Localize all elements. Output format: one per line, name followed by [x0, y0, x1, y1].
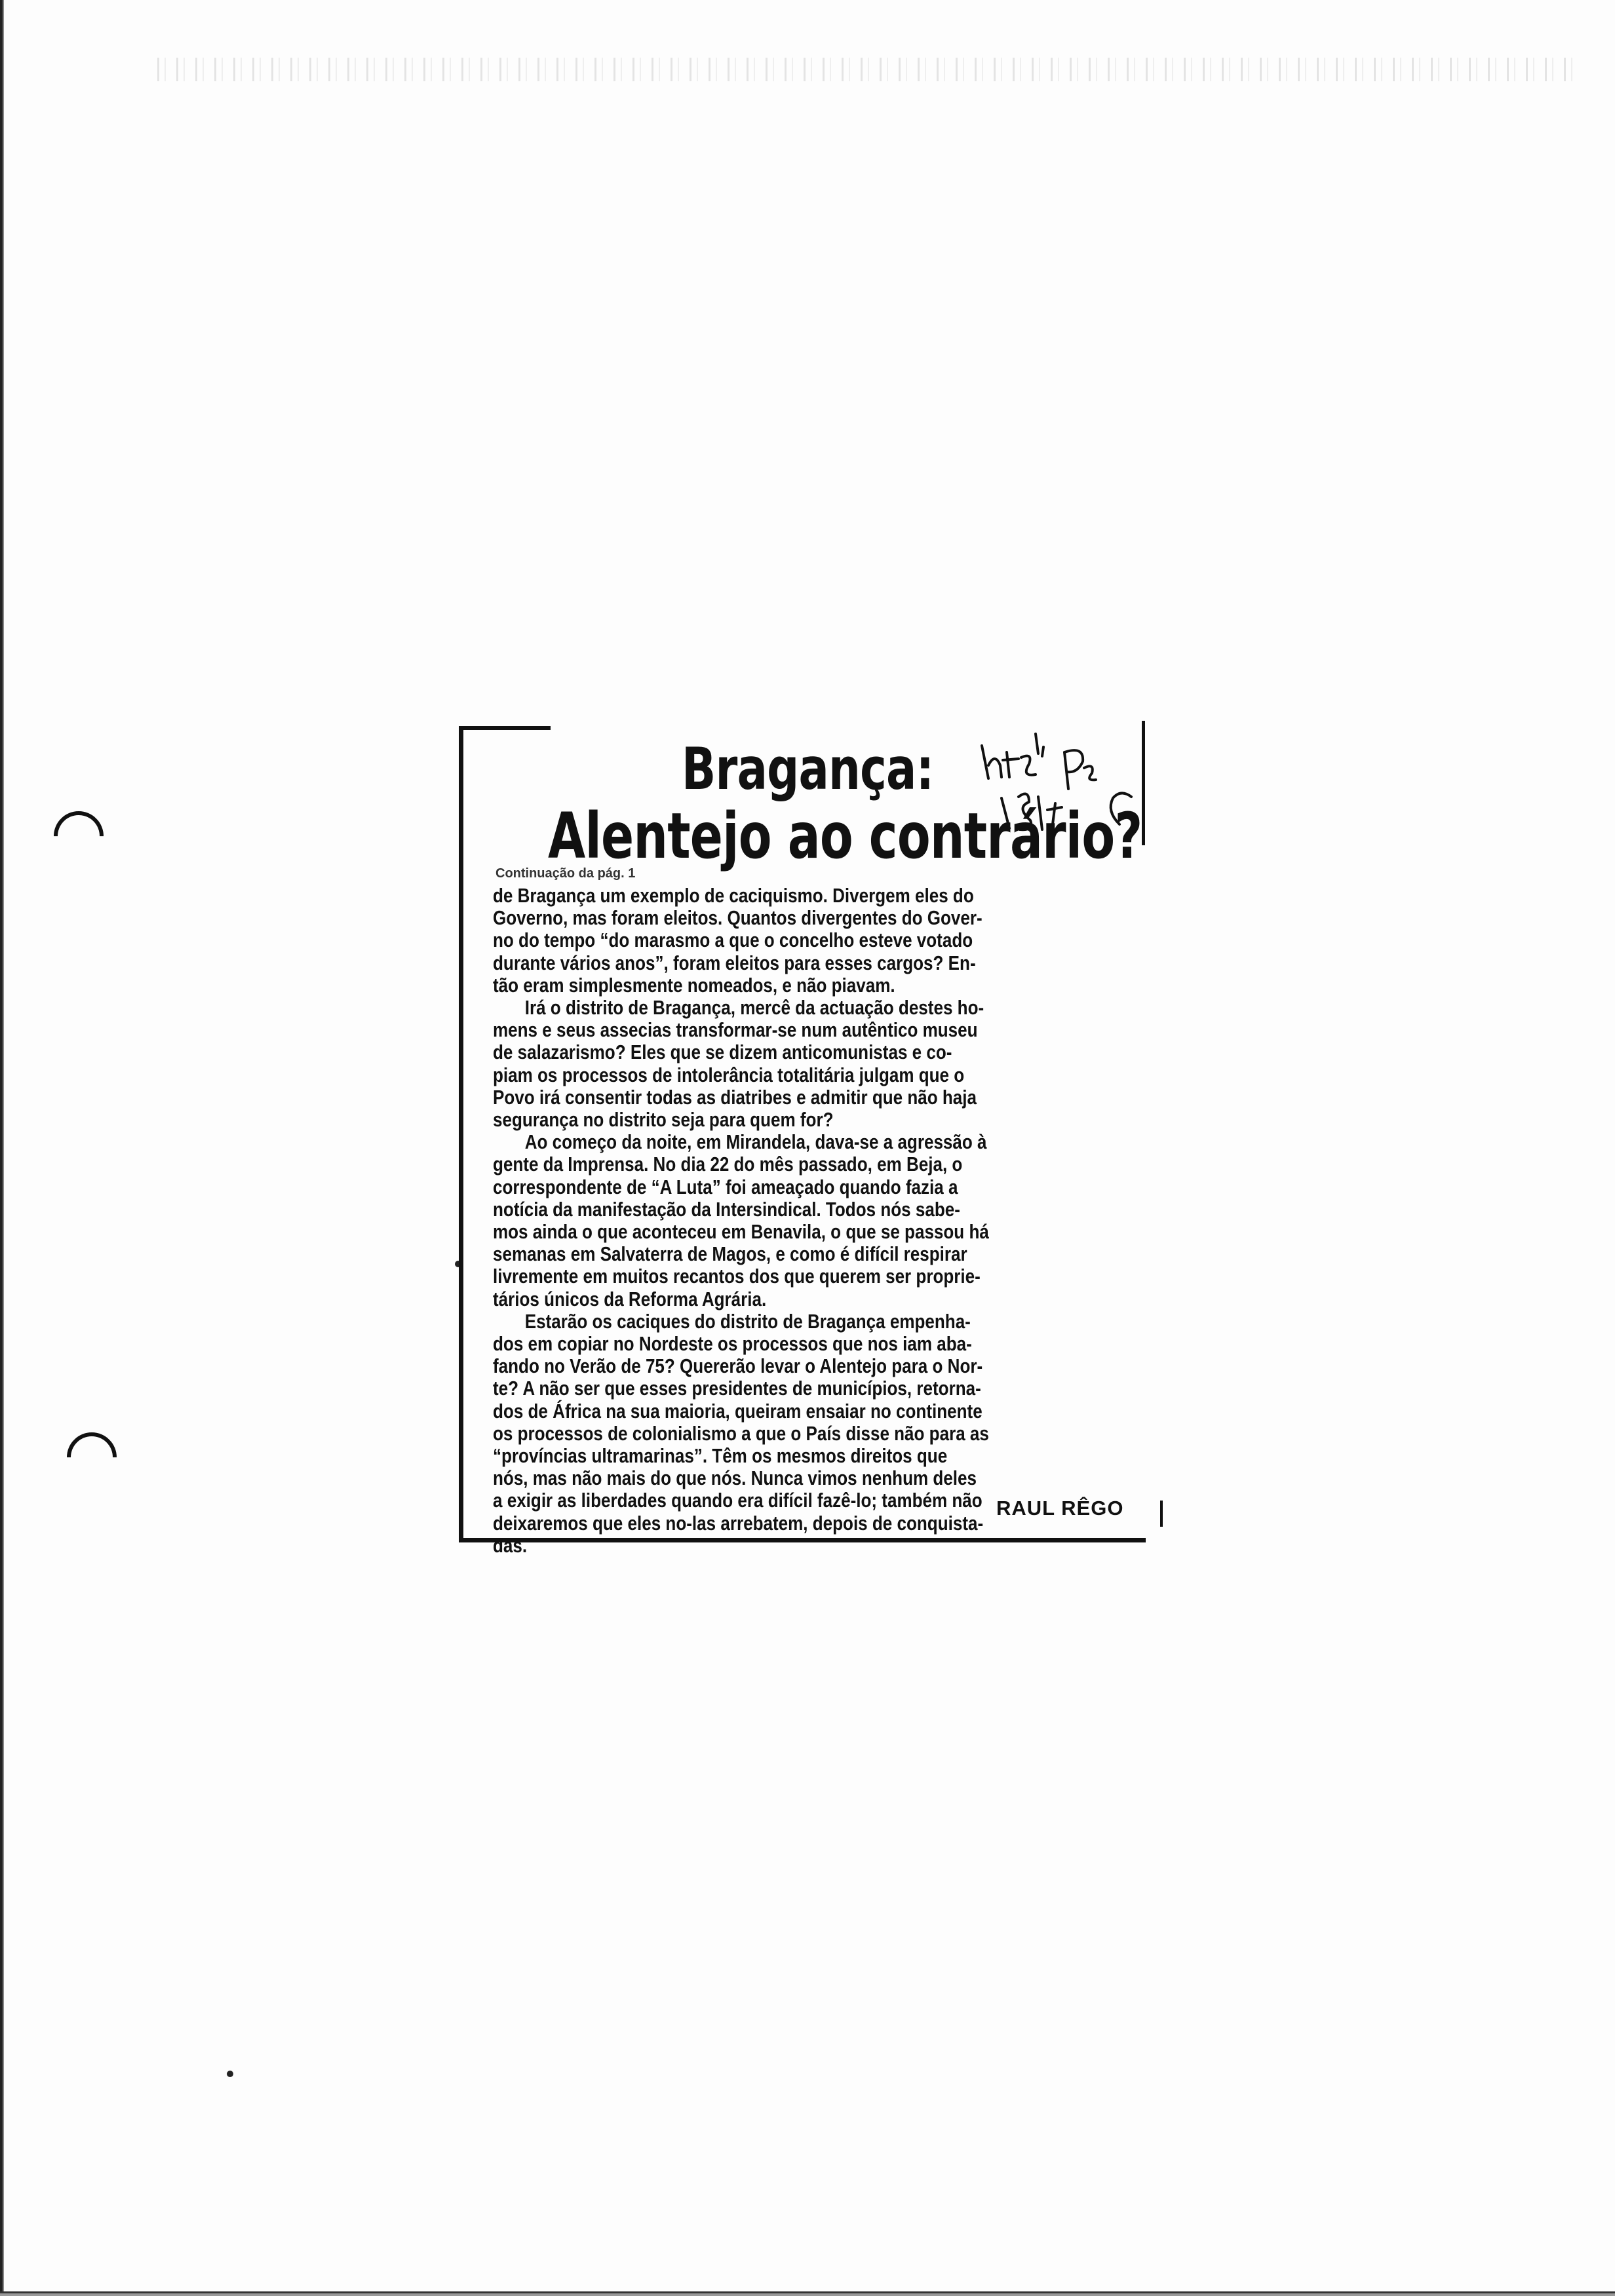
article-line: a exigir as liberdades quando era difícil fazê-lo; também não	[493, 1489, 983, 1512]
handwritten-annotation	[969, 726, 1165, 857]
article-line: te? A não ser que esses presidentes de municípios, retorna-	[493, 1377, 981, 1400]
article-line: dos de África na sua maioria, queiram ensaiar no continente	[493, 1399, 983, 1423]
scan-speck	[227, 2071, 233, 2077]
article-line: livremente em muitos recantos dos que querem ser proprie-	[493, 1265, 981, 1288]
article-line: dos em copiar no Nordeste os processos que nos iam aba-	[493, 1332, 972, 1356]
article-line: fando no Verão de 75? Quererão levar o Alentejo para o Nor-	[493, 1354, 983, 1378]
scan-left-edge	[0, 0, 9, 2296]
article-author: RAUL RÊGO	[996, 1497, 1124, 1520]
punch-hole-top	[43, 801, 113, 871]
article-line: “províncias ultramarinas”. Têm os mesmos direitos que	[493, 1444, 948, 1468]
article-line: Irá o distrito de Bragança, mercê da actuação destes ho-	[524, 996, 984, 1020]
article-line: de Bragança um exemplo de caciquismo. Divergem eles do	[493, 884, 974, 907]
article-line: das.	[493, 1533, 528, 1557]
article-line: tários únicos da Reforma Agrária.	[493, 1287, 767, 1311]
scan-bottom-edge	[0, 2289, 1615, 2296]
article-line: tão eram simplesmente nomeados, e não piavam.	[493, 973, 895, 997]
clipping-top-rule	[459, 726, 551, 730]
article-line: deixaremos que eles no-las arrebatem, depois de conquista-	[493, 1511, 984, 1535]
article-line: piam os processos de intolerância totalitária julgam que o	[493, 1063, 965, 1086]
article-line: mens e seus assecias transformar-se num autêntico museu	[493, 1018, 978, 1042]
article-line: Ao começo da noite, em Mirandela, dava-se a agressão à	[524, 1130, 987, 1154]
article-line: Estarão os caciques do distrito de Bragança empenha-	[524, 1309, 971, 1333]
article-line: Governo, mas foram eleitos. Quantos divergentes do Gover-	[493, 906, 983, 930]
article-line: durante vários anos”, foram eleitos para esses cargos? En-	[493, 951, 976, 974]
article-line: notícia da manifestação da Intersindical. Todos nós sabe-	[493, 1197, 960, 1221]
article-line: no do tempo “do marasmo a que o concelho esteve votado	[493, 928, 973, 952]
article-line: gente da Imprensa. No dia 22 do mês passado, em Beja, o	[493, 1153, 963, 1176]
scan-noise	[157, 58, 1573, 81]
article-line: segurança no distrito seja para quem for?	[493, 1108, 834, 1132]
punch-hole-bottom	[56, 1422, 126, 1492]
article-line: semanas em Salvaterra de Magos, e como é difícil respirar	[493, 1242, 967, 1266]
article-line: de salazarismo? Eles que se dizem anticomunistas e co-	[493, 1041, 952, 1064]
article-line: mos ainda o que aconteceu em Benavila, o que se passou há	[493, 1220, 989, 1244]
continuation-note: Continuação da pág. 1	[496, 866, 636, 881]
article-line: correspondente de “A Luta” foi ameaçado quando fazia a	[493, 1175, 958, 1198]
article-line: Povo irá consentir todas as diatribes e admitir que não haja	[493, 1085, 977, 1109]
article-line: nós, mas não mais do que nós. Nunca vimos nenhum deles	[493, 1466, 977, 1490]
article-title-line-2: Alentejo ao contrário?	[548, 799, 1142, 873]
clipping-right-mark	[1160, 1501, 1163, 1527]
article-line: os processos de colonialismo a que o País disse não para as	[493, 1421, 989, 1445]
article-body	[493, 885, 1159, 1557]
article-title-line-1: Bragança:	[682, 735, 934, 803]
